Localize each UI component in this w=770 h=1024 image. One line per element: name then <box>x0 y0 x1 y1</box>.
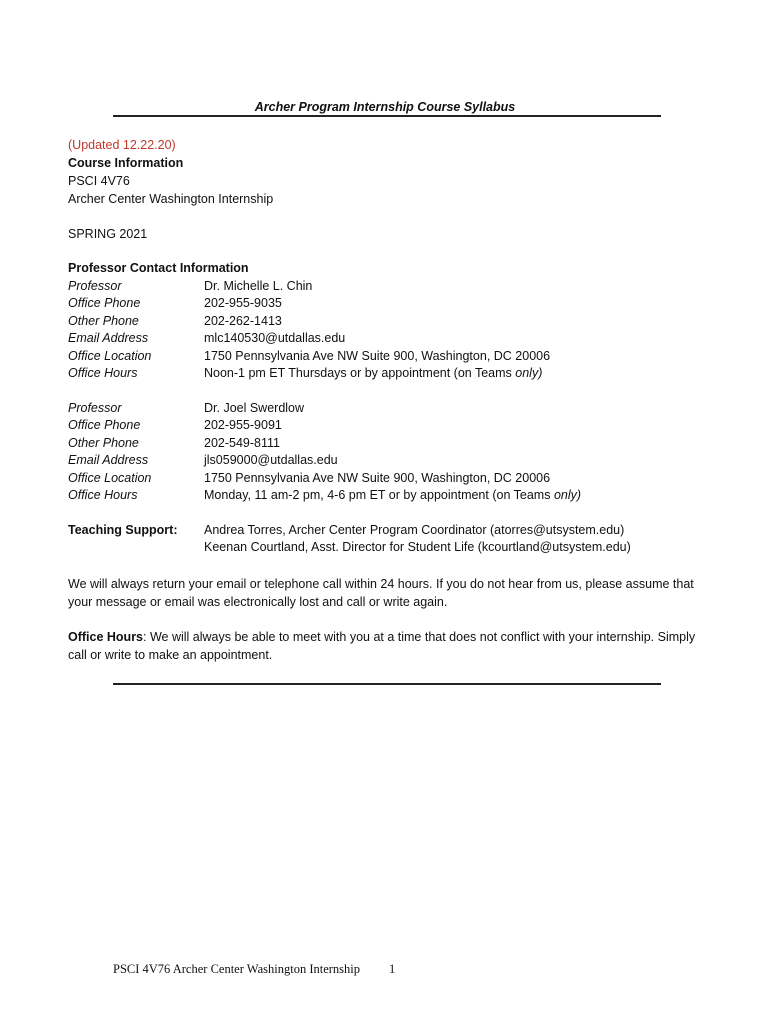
prof2-location-label: Office Location <box>68 471 152 485</box>
prof1-location: 1750 Pennsylvania Ave NW Suite 900, Washington, DC 20006 <box>204 349 551 363</box>
office-hours-label: Office Hours <box>68 630 144 644</box>
prof1-hours: Noon-1 pm ET Thursdays or by appointment (on Teams <box>204 366 516 380</box>
document-title: Archer Program Internship Course Syllabus <box>254 100 516 114</box>
prof2-row-professor <box>68 400 304 417</box>
page-footer: PSCI 4V76 Archer Center Washington Internship <box>113 962 360 976</box>
contact-heading: Professor Contact Information <box>68 261 249 275</box>
teaching-support-line-2: Keenan Courtland, Asst. Director for Student Life (kcourtland@utsystem.edu) <box>204 540 631 554</box>
prof2-office-phone: 202-955-9091 <box>204 418 282 432</box>
term: SPRING 2021 <box>68 227 148 241</box>
prof2-hours-emphasis: only) <box>553 488 582 502</box>
teaching-support-line-1: Andrea Torres, Archer Center Program Coordinator (atorres@utsystem.edu) <box>204 523 625 537</box>
prof2-professor-label: Professor <box>68 401 122 415</box>
teaching-support-label: Teaching Support: <box>68 523 178 537</box>
prof2-office-phone-label: Office Phone <box>68 418 141 432</box>
office-hours-paragraph <box>68 628 708 664</box>
prof2-row-location <box>68 470 550 487</box>
prof2-email-label: Email Address <box>68 453 149 467</box>
prof2-location: 1750 Pennsylvania Ave NW Suite 900, Washington, DC 20006 <box>204 471 551 485</box>
prof1-office-phone: 202-955-9035 <box>204 296 282 310</box>
prof1-other-phone: 202-262-1413 <box>204 314 282 328</box>
response-paragraph: We will always return your email or telephone call within 24 hours. If you do not hear from us, please assume that your message or email was electronically lost and call or write again. <box>68 577 694 609</box>
prof1-row-office-phone <box>68 295 282 312</box>
prof1-location-label: Office Location <box>68 349 152 363</box>
prof2-hours-label: Office Hours <box>68 488 138 502</box>
prof1-email-label: Email Address <box>68 331 149 345</box>
prof2-other-phone: 202-549-8111 <box>204 436 280 450</box>
prof1-office-phone-label: Office Phone <box>68 296 141 310</box>
updated-note: (Updated 12.22.20) <box>68 138 176 152</box>
prof1-row-location <box>68 348 550 365</box>
course-info-heading: Course Information <box>68 156 184 170</box>
prof1-row-professor <box>68 278 312 295</box>
prof1-other-phone-label: Other Phone <box>68 314 139 328</box>
office-hours-text: : We will always be able to meet with you at a time that does not conflict with your internship. Simply call or write to make an appointment. <box>68 630 696 662</box>
prof2-row-other-phone <box>68 435 280 452</box>
prof1-hours-label: Office Hours <box>68 366 138 380</box>
course-name: Archer Center Washington Internship <box>68 192 274 206</box>
section-divider <box>113 683 661 685</box>
prof2-other-phone-label: Other Phone <box>68 436 139 450</box>
prof1-email: mlc140530@utdallas.edu <box>204 331 346 345</box>
prof1-row-hours <box>68 365 542 382</box>
prof2-row-hours <box>68 487 581 504</box>
prof2-hours: Monday, 11 am-2 pm, 4-6 pm ET or by appointment (on Teams <box>204 488 554 502</box>
prof2-row-office-phone <box>68 417 282 434</box>
prof2-email: jls059000@utdallas.edu <box>204 453 338 467</box>
prof2-professor-name: Dr. Joel Swerdlow <box>204 401 305 415</box>
page-number: 1 <box>389 962 396 976</box>
title-divider <box>113 115 661 117</box>
prof1-row-other-phone <box>68 313 282 330</box>
prof2-row-email <box>68 452 338 469</box>
prof1-hours-emphasis: only) <box>515 366 543 380</box>
prof1-professor-name: Dr. Michelle L. Chin <box>204 279 313 293</box>
course-code: PSCI 4V76 <box>68 174 130 188</box>
prof1-row-email <box>68 330 345 347</box>
prof1-professor-label: Professor <box>68 279 122 293</box>
